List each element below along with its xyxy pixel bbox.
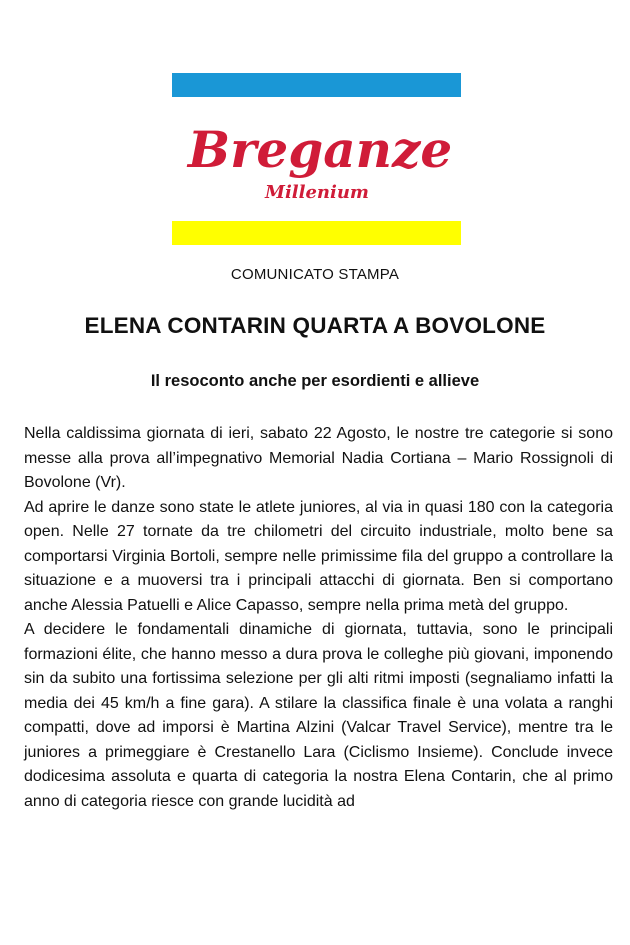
body-paragraph: A decidere le fondamentali dinamiche di giornata, tuttavia, sono le principali formazioni élite, che hanno messo a dura prova le colleghe più giovani, imponendo sin da subito una fortissima selezione per gli alti ritmi imposti (segnaliamo infatti la media dei 45 km/h a fine gara). A stilare la classifica finale è una volata a ranghi compatti, dove ad imporsi è Martina Alzini (Valcar Travel Service), mentre tra le juniores a primeggiare è Crestanello Lara (Ciclismo Insieme). Conclude invece dodicesima assoluta e quarta di categoria la nostra Elena Contarin, che al primo anno di categoria riesce con grande lucidità ad [24, 621, 613, 810]
body-paragraph: Nella caldissima giornata di ieri, sabato 22 Agosto, le nostre tre categorie si sono messe alla prova all’impegnativo Memorial Nadia Cortiana – Mario Rossignoli di Bovolone (Vr). [24, 425, 613, 491]
logo-brand-text: Breganze [187, 120, 453, 179]
body-paragraph: Ad aprire le danze sono state le atlete juniores, al via in quasi 180 con la categoria open. Nelle 27 tornate da tre chilometri del circuito industriale, molto bene sa comportarsi Virginia Bortoli, sempre nelle primissime fila del gruppo a controllare la situazione e a muoversi tra i principali attacchi di giornata. Ben si comportano anche Alessia Patuelli e Alice Capasso, sempre nella prima metà del gruppo. [24, 498, 613, 614]
logo-yellow-band [172, 221, 461, 245]
logo-wordmark [172, 97, 461, 221]
article-body [24, 422, 613, 814]
logo-blue-band [172, 73, 461, 97]
press-release-label: COMUNICATO STAMPA [230, 266, 400, 283]
logo-tagline-text: Millenium [265, 182, 369, 203]
breganze-millenium-logo [172, 73, 461, 245]
page-title: ELENA CONTARIN QUARTA A BOVOLONE [84, 313, 546, 338]
page-subtitle: Il resoconto anche per esordienti e allieve [150, 372, 480, 390]
